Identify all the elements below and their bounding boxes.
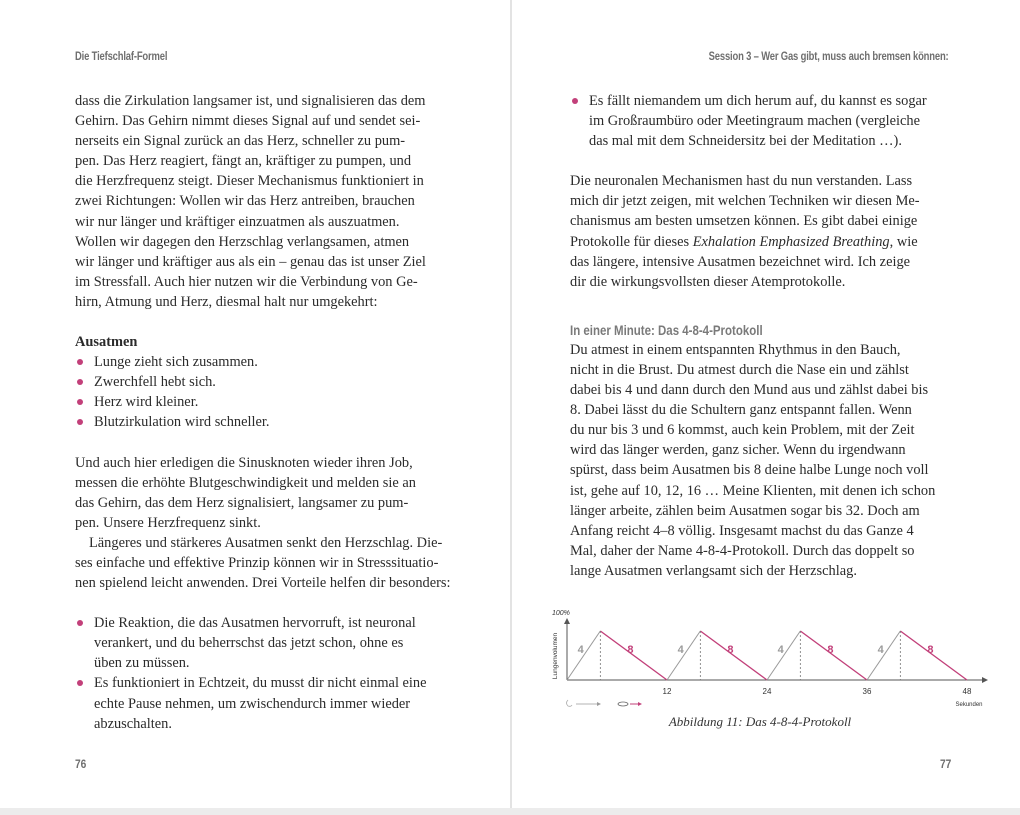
exhale-legend-arrowhead	[638, 702, 642, 706]
list-item: Blutzirkulation wird schneller.	[75, 412, 455, 432]
y-top-label: 100%	[552, 610, 570, 617]
right-page-number: 77	[940, 757, 952, 771]
right-paragraph-1: Die neuronalen Mechanismen hast du nun verstanden. Lass mich dir jetzt zeigen, mit welchen Techniken wir diesen Me- chanismus am besten umsetzen können. Es gibt dabei einige Protokolle für dieses Exhalation Emphasized Breathing, wie das längere, intensive Ausatmen bezeichnet wird. Ich zeige dir die wirkungsvollsten dieser Atemprotokolle.	[570, 173, 920, 290]
exhale-heading: Ausatmen	[75, 334, 138, 351]
inhale-label: 4	[677, 644, 684, 656]
x-tick-label: 48	[962, 687, 972, 696]
left-page-body	[75, 91, 455, 734]
exhale-segment	[900, 631, 967, 680]
left-paragraph-3: Längeres und stärkeres Ausatmen senkt den Herzschlag. Die- ses einfache und effektive Prinzip können wir in Stresssituatio- nen spielend leicht anwenden. Drei Vorteile helfen dir besonders:	[75, 534, 451, 592]
exhale-label: 8	[727, 644, 734, 656]
right-page-body	[570, 91, 950, 581]
figure-caption: Abbildung 11: Das 4-8-4-Protokoll	[668, 714, 852, 729]
exhale-label: 8	[627, 644, 634, 656]
inhale-label: 4	[877, 644, 884, 656]
list-item: Herz wird kleiner.	[75, 392, 455, 412]
exhale-label: 8	[827, 644, 834, 656]
y-axis-label: Lungenvolumen	[552, 632, 559, 680]
y-axis-arrow	[564, 618, 570, 624]
page-gutter	[510, 0, 512, 815]
list-item: Lunge zieht sich zusammen.	[75, 352, 455, 372]
exhale-label: 8	[927, 644, 934, 656]
exhale-segment	[700, 631, 767, 680]
left-page-number: 76	[75, 757, 87, 771]
technique-name: Exhalation Emphasized Breathing	[692, 233, 890, 250]
page-bottom-edge	[0, 808, 1020, 815]
mouth-icon	[618, 702, 628, 706]
nose-icon	[567, 700, 573, 706]
right-running-header: Session 3 – Wer Gas gibt, muss auch bremsen können:	[709, 51, 949, 63]
exhale-segment	[600, 631, 667, 680]
advantages-list-continued	[570, 91, 950, 151]
inhale-legend-arrowhead	[597, 702, 601, 706]
x-axis-arrow	[982, 677, 988, 683]
x-tick-label: 24	[762, 687, 772, 696]
list-item: Die Reaktion, die das Ausatmen hervorruft, ist neuronal verankert, und du beherrschst das jetzt schon, ohne es üben zu müssen.	[75, 613, 455, 673]
exhale-segment	[800, 631, 867, 680]
inhale-label: 4	[777, 644, 784, 656]
x-axis-label: Sekunden	[955, 702, 983, 708]
x-tick-label: 36	[862, 687, 872, 696]
x-tick-label: 12	[662, 687, 672, 696]
inhale-label: 4	[577, 644, 584, 656]
advantages-list	[75, 613, 455, 734]
right-paragraph-2: Du atmest in einem entspannten Rhythmus in den Bauch, nicht in die Brust. Du atmest durch die Nase ein und zählst dabei bis 4 und dann durch den Mund aus und zählst dabei bis 8. Dabei lässt du die Schultern ganz entspannt fallen. Wenn du nur bis 3 und 6 kommst, auch kein Problem, mit der Zeit wird das länger werden, ganz sicher. Wenn du irgendwann spürst, dass beim Ausatmen bis 8 deine halbe Lunge noch voll ist, gehe auf 10, 12, 16 … Meine Klienten, mit denen ich schon länger arbeite, zählen beim Ausatmen sogar bis 32. Doch am Anfang reicht 4–8 völlig. Insgesamt machst du das Ganze 4 Mal, daher der Name 4-8-4-Protokoll. Durch das doppelt so lange Ausatmen verlangsamt sich der Herzschlag.	[570, 341, 936, 579]
left-paragraph-1: dass die Zirkulation langsamer ist, und signalisieren das dem Gehirn. Das Gehirn nimmt dieses Signal auf und sendet sei- nerseits ein Signal zurück an das Herz, schneller zu pum- pen. Das Herz reagiert, fängt an, kräftiger zu pumpen, und die Herzfrequenz steigt. Dieser Mechanismus funktioniert in zwei Richtungen: Wollen wir das Herz antreiben, brauchen wir nur länger und kräftiger einzuatmen als auszuatmen. Wollen wir dagegen den Herzschlag verlangsamen, atmen wir länger und kräftiger aus als ein – genau das ist unser Ziel im Stressfall. Auch hier nutzen wir die Verbindung von Ge- hirn, Atmung und Herz, diesmal halt nur umgekehrt:	[75, 93, 426, 310]
list-item: Zwerchfell hebt sich.	[75, 372, 455, 392]
left-running-header: Die Tiefschlaf-Formel	[75, 51, 168, 63]
list-item: Es funktioniert in Echtzeit, du musst dir nicht einmal eine echte Pause nehmen, um zwischendurch immer wieder abzuschalten.	[75, 673, 455, 733]
breathing-protocol-chart	[548, 600, 998, 718]
exhale-list	[75, 352, 455, 432]
section-subheading: In einer Minute: Das 4-8-4-Protokoll	[570, 321, 763, 338]
left-paragraph-2: Und auch hier erledigen die Sinusknoten wieder ihren Job, messen die erhöhte Blutgeschwindigkeit und melden sie an das Gehirn, das dem Herz signalisiert, langsamer zu pum- pen. Unsere Herzfrequenz sinkt.	[75, 454, 416, 531]
list-item: Es fällt niemandem um dich herum auf, du kannst es sogar im Großraumbüro oder Meetingraum machen (vergleiche das mal mit dem Schneidersitz bei der Meditation …).	[570, 91, 950, 151]
